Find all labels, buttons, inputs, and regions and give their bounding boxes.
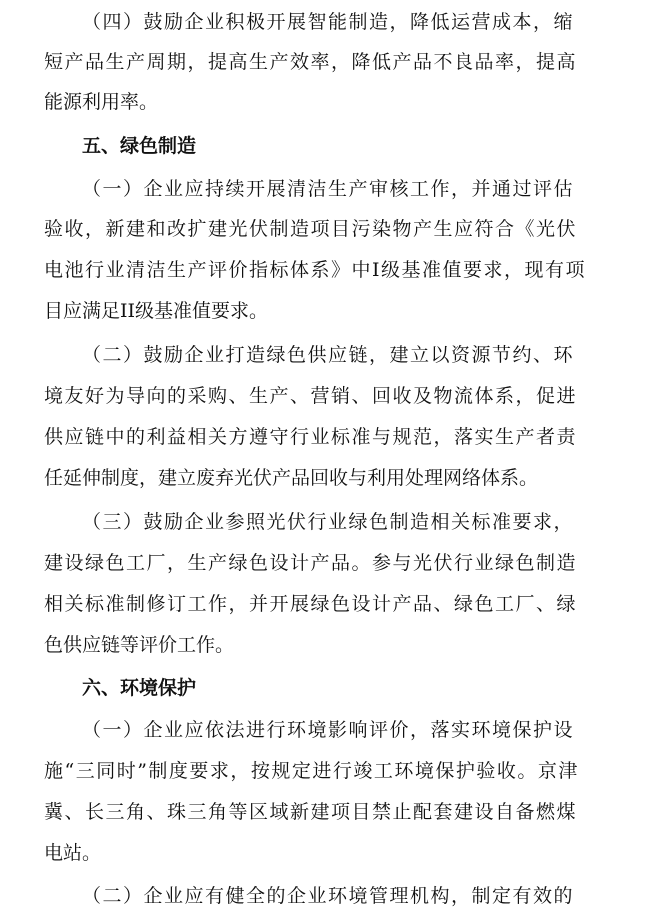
section-6-paragraph-2-line-1: （二）企业应有健全的企业环境管理机构，制定有效的 [82,885,575,907]
section-5-paragraph-2-line-3: 供应链中的利益相关方遵守行业标准与规范，落实生产者责 [44,426,578,448]
section-6-paragraph-1-line-4: 电站。 [44,842,102,864]
section-5-paragraph-2-line-4: 任延伸制度，建立废弃光伏产品回收与利用处理网络体系。 [44,467,539,489]
section-6-paragraph-1-line-1: （一）企业应依法进行环境影响评价，落实环境保护设 [82,719,575,741]
section-5-paragraph-2-line-1: （二）鼓励企业打造绿色供应链，建立以资源节约、环 [82,344,575,366]
section-5-paragraph-1-line-1: （一）企业应持续开展清洁生产审核工作，并通过评估 [82,178,575,200]
section-6-paragraph-1-line-3: 冀、长三角、珠三角等区域新建项目禁止配套建设自备燃煤 [44,801,578,823]
section-5-paragraph-1-line-2: 验收，新建和改扩建光伏制造项目污染物产生应符合《光伏 [44,218,578,240]
section-5-heading: 五、绿色制造 [82,135,197,157]
section-5-paragraph-3-line-1: （三）鼓励企业参照光伏行业绿色制造相关标准要求， [82,511,575,533]
section-5-paragraph-3-line-4: 色供应链等评价工作。 [44,634,235,656]
section-5-paragraph-1-line-3: 电池行业清洁生产评价指标体系》中I级基准值要求，现有项 [44,259,587,281]
section-5-paragraph-1-line-4: 目应满足II级基准值要求。 [44,300,269,322]
section-5-paragraph-3-line-3: 相关标准制修订工作，并开展绿色设计产品、绿色工厂、绿 [44,593,578,615]
paragraph-4-line-2: 短产品生产周期，提高生产效率，降低产品不良品率，提高 [44,51,578,73]
section-5-paragraph-2-line-2: 境友好为导向的采购、生产、营销、回收及物流体系，促进 [44,385,578,407]
paragraph-4-line-3: 能源利用率。 [44,91,159,113]
paragraph-4-line-1: （四）鼓励企业积极开展智能制造，降低运营成本，缩 [82,11,575,33]
section-5-paragraph-3-line-2: 建设绿色工厂，生产绿色设计产品。参与光伏行业绿色制造 [44,552,578,574]
section-6-paragraph-1-line-2: 施“三同时”制度要求，按规定进行竣工环境保护验收。京津 [44,760,579,782]
section-6-heading: 六、环境保护 [82,677,197,699]
